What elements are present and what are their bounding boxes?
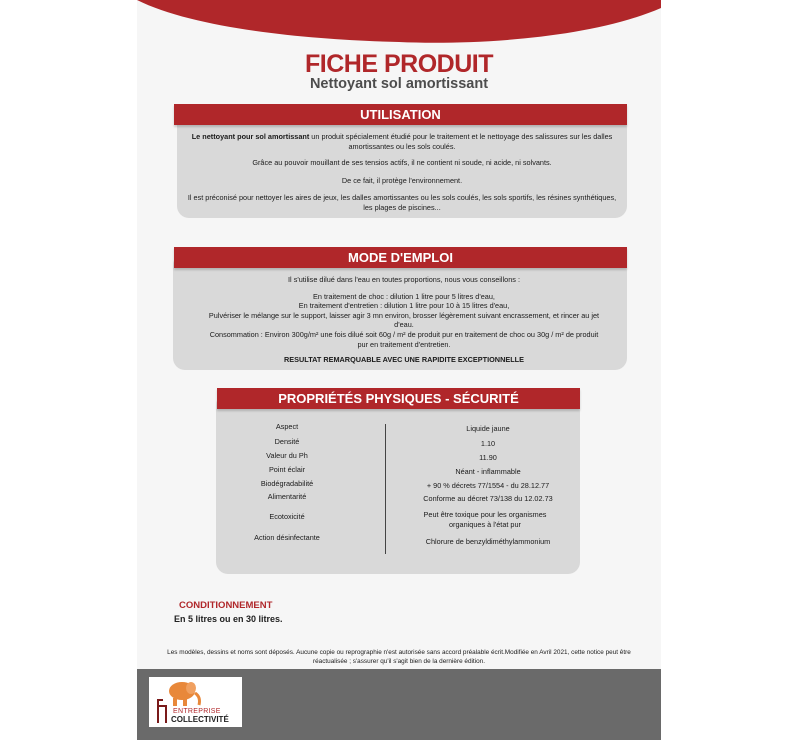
utilisation-heading: UTILISATION xyxy=(174,104,627,125)
conditionnement-heading: CONDITIONNEMENT xyxy=(179,600,273,611)
elephant-chair-icon xyxy=(149,677,242,727)
property-label: Action désinfectante xyxy=(254,533,320,542)
property-value: Chlorure de benzyldiméthylammonium xyxy=(425,537,551,546)
top-red-wave xyxy=(137,0,661,45)
mode-emploi-result: RESULTAT REMARQUABLE AVEC UNE RAPIDITE EXCEPTIONNELLE xyxy=(284,355,524,365)
product-sheet xyxy=(137,0,661,740)
property-value: Liquide jaune xyxy=(466,424,510,433)
mode-emploi-line3: Pulvériser le mélange sur le support, laisser agir 3 mn environ, brosser légèrement suivant encrassement, et rincer au jet d'eau. xyxy=(208,310,600,330)
page-title: FICHE PRODUIT xyxy=(305,50,493,78)
utilisation-p1-bold: Le nettoyant pour sol amortissant xyxy=(191,132,310,141)
page-subtitle: Nettoyant sol amortissant xyxy=(309,76,489,92)
mode-emploi-text xyxy=(207,275,601,365)
property-label: Point éclair xyxy=(268,465,306,474)
property-value: Peut être toxique pour les organismes organiques à l'état pur xyxy=(423,510,547,529)
proprietes-heading: PROPRIÉTÉS PHYSIQUES - SÉCURITÉ xyxy=(217,388,580,409)
utilisation-text xyxy=(185,132,619,213)
property-value: 11.90 xyxy=(479,453,497,462)
property-value: Conforme au décret 73/138 du 12.02.73 xyxy=(423,494,553,503)
property-label: Ecotoxicité xyxy=(269,512,305,521)
mode-emploi-line4: Consommation : Environ 300g/m² une fois dilué soit 60g / m² de produit pur en traitement de choc ou 30g / m² de produit pur en traitement d'entretien. xyxy=(209,329,599,349)
utilisation-p1 xyxy=(185,132,619,151)
mode-emploi-line1: En traitement de choc : dilution 1 litre pour 5 litres d'eau, xyxy=(313,291,495,301)
property-label: Densité xyxy=(274,437,300,446)
property-value: 1.10 xyxy=(480,439,496,448)
logo-line2: COLLECTIVITÉ xyxy=(171,715,229,724)
company-logo xyxy=(149,677,242,727)
property-label: Aspect xyxy=(275,422,299,431)
utilisation-p3: De ce fait, il protège l'environnement. xyxy=(341,175,463,185)
property-label: Biodégradabilité xyxy=(260,479,314,488)
logo-line1: ENTREPRISE xyxy=(173,708,221,715)
mode-emploi-intro: Il s'utilise dilué dans l'eau en toutes proportions, nous vous conseillons : xyxy=(288,275,520,284)
conditionnement-text: En 5 litres ou en 30 litres. xyxy=(174,614,283,624)
utilisation-p2: Grâce au pouvoir mouillant de ses tensios actifs, il ne contient ni soude, ni acide, ni solvants. xyxy=(252,158,552,168)
utilisation-p1-rest: un produit spécialement étudié pour le traitement et le nettoyage des salissures sur les dalles amortissantes ou les sols coulés. xyxy=(309,132,613,151)
property-label: Alimentarité xyxy=(267,492,307,501)
legal-notice: Les modèles, dessins et noms sont déposés. Aucune copie ou reprographie n'est autorisée sans accord préalable écrit.Modifiée en Avril 2021, cette notice peut être réactualisée ; s'assurer qu'il s'agit bien de la dernière édition. xyxy=(167,649,631,665)
proprietes-divider xyxy=(385,424,386,554)
utilisation-p4: Il est préconisé pour nettoyer les aires de jeux, les dalles amortissantes ou les sols coulés, les sols sportifs, les résines synthétiques, les plages de piscines... xyxy=(187,193,617,212)
property-value: + 90 % décrets 77/1554 - du 28.12.77 xyxy=(426,481,550,490)
property-label: Valeur du Ph xyxy=(266,451,308,460)
mode-emploi-line2: En traitement d'entretien : dilution 1 litre pour 10 à 15 litres d'eau, xyxy=(298,301,510,311)
property-value: Néant - inflammable xyxy=(455,467,521,476)
mode-emploi-heading: MODE D'EMPLOI xyxy=(174,247,627,268)
